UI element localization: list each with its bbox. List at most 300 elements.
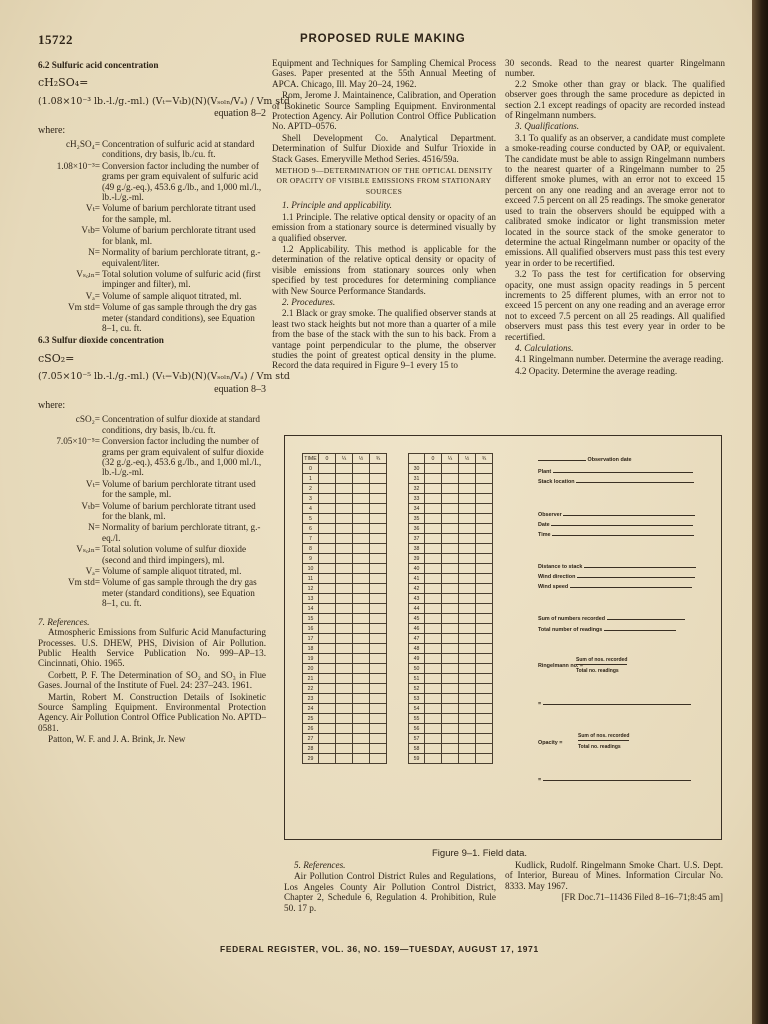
- reading-cell[interactable]: [353, 674, 370, 684]
- reading-cell[interactable]: [459, 694, 476, 704]
- reading-cell[interactable]: [370, 684, 387, 694]
- reading-cell[interactable]: [459, 534, 476, 544]
- reading-cell[interactable]: [442, 724, 459, 734]
- reading-cell[interactable]: [319, 704, 336, 714]
- reading-cell[interactable]: [425, 474, 442, 484]
- reading-cell[interactable]: [370, 574, 387, 584]
- reading-cell[interactable]: [370, 534, 387, 544]
- table-row: [409, 664, 493, 674]
- reading-cell[interactable]: [459, 594, 476, 604]
- reading-cell[interactable]: [336, 464, 353, 474]
- references-heading: 7. References.: [38, 616, 90, 627]
- reading-cell[interactable]: [319, 714, 336, 724]
- time-cell: 24: [303, 704, 319, 714]
- reading-cell[interactable]: [459, 514, 476, 524]
- reading-cell[interactable]: [319, 574, 336, 584]
- time-cell: 55: [409, 714, 425, 724]
- reading-cell[interactable]: [476, 634, 493, 644]
- reading-cell[interactable]: [336, 594, 353, 604]
- reading-cell[interactable]: [336, 484, 353, 494]
- reading-cell[interactable]: [319, 624, 336, 634]
- reading-cell[interactable]: [353, 514, 370, 524]
- column-header: [409, 454, 425, 464]
- reading-cell[interactable]: [425, 544, 442, 554]
- time-cell: 29: [303, 754, 319, 764]
- reading-cell[interactable]: [336, 514, 353, 524]
- reading-cell[interactable]: [442, 734, 459, 744]
- reading-cell[interactable]: [442, 564, 459, 574]
- time-cell: 8: [303, 544, 319, 554]
- reading-cell[interactable]: [442, 644, 459, 654]
- reading-cell[interactable]: [336, 494, 353, 504]
- reading-cell[interactable]: [319, 684, 336, 694]
- reading-cell[interactable]: [319, 674, 336, 684]
- reading-cell[interactable]: [319, 724, 336, 734]
- reading-cell[interactable]: [370, 594, 387, 604]
- reading-cell[interactable]: [370, 664, 387, 674]
- reading-cell[interactable]: [425, 664, 442, 674]
- reading-cell[interactable]: [370, 564, 387, 574]
- reading-cell[interactable]: [319, 594, 336, 604]
- reading-cell[interactable]: [442, 554, 459, 564]
- reading-cell[interactable]: [336, 554, 353, 564]
- reading-cell[interactable]: [353, 554, 370, 564]
- definition-row: [38, 566, 266, 576]
- reading-cell[interactable]: [442, 534, 459, 544]
- reading-cell[interactable]: [476, 674, 493, 684]
- table-row: [303, 664, 387, 674]
- reading-cell[interactable]: [353, 754, 370, 764]
- reading-cell[interactable]: [370, 504, 387, 514]
- reading-cell[interactable]: [370, 734, 387, 744]
- reference: Corbett, P. F. The Determination of SO₂ and SO₃ in Flue Gases. Journal of the Institute of Fuel. 24: 237–243. 1961.: [38, 669, 266, 691]
- observer-field: Observer: [538, 511, 695, 518]
- reading-cell[interactable]: [370, 634, 387, 644]
- reading-cell[interactable]: [442, 624, 459, 634]
- reading-cell[interactable]: [370, 614, 387, 624]
- reading-cell[interactable]: [476, 624, 493, 634]
- reading-cell[interactable]: [476, 464, 493, 474]
- reading-cell[interactable]: [459, 734, 476, 744]
- reading-cell[interactable]: [459, 524, 476, 534]
- reading-cell[interactable]: [476, 714, 493, 724]
- reading-cell[interactable]: [336, 634, 353, 644]
- reading-cell[interactable]: [336, 694, 353, 704]
- reading-cell[interactable]: [425, 624, 442, 634]
- reading-cell[interactable]: [319, 544, 336, 554]
- reading-cell[interactable]: [425, 754, 442, 764]
- table-row: [303, 464, 387, 474]
- reading-cell[interactable]: [459, 634, 476, 644]
- definition-row: [38, 302, 266, 333]
- reading-cell[interactable]: [459, 754, 476, 764]
- reading-cell[interactable]: [459, 664, 476, 674]
- reading-cell[interactable]: [459, 564, 476, 574]
- reading-cell[interactable]: [336, 654, 353, 664]
- reading-cell[interactable]: [459, 654, 476, 664]
- reading-cell[interactable]: [319, 524, 336, 534]
- reading-cell[interactable]: [476, 734, 493, 744]
- reading-cell[interactable]: [336, 524, 353, 534]
- reading-cell[interactable]: [370, 464, 387, 474]
- column-header: ¾: [476, 454, 493, 464]
- ringelmann-numerator: Sum of nos. recorded: [576, 657, 628, 663]
- reading-cell[interactable]: [459, 504, 476, 514]
- reading-cell[interactable]: [459, 704, 476, 714]
- reading-cell[interactable]: [425, 484, 442, 494]
- reading-cell[interactable]: [353, 704, 370, 714]
- reading-cell[interactable]: [336, 734, 353, 744]
- table-row: [409, 714, 493, 724]
- reading-cell[interactable]: [442, 664, 459, 674]
- reading-cell[interactable]: [476, 754, 493, 764]
- reading-cell[interactable]: [336, 474, 353, 484]
- reading-cell[interactable]: [425, 694, 442, 704]
- reading-cell[interactable]: [442, 594, 459, 604]
- reading-cell[interactable]: [459, 484, 476, 494]
- reading-cell[interactable]: [476, 494, 493, 504]
- reading-cell[interactable]: [425, 464, 442, 474]
- reading-cell[interactable]: [353, 494, 370, 504]
- reading-cell[interactable]: [476, 664, 493, 674]
- reading-cell[interactable]: [425, 524, 442, 534]
- reading-cell[interactable]: [353, 724, 370, 734]
- reading-cell[interactable]: [425, 604, 442, 614]
- total-readings-field: Total number of readings: [538, 626, 676, 633]
- reading-cell[interactable]: [442, 744, 459, 754]
- reading-cell[interactable]: [476, 514, 493, 524]
- reading-cell[interactable]: [370, 474, 387, 484]
- reading-cell[interactable]: [459, 554, 476, 564]
- reading-cell[interactable]: [425, 644, 442, 654]
- time-cell: 14: [303, 604, 319, 614]
- time-cell: 7: [303, 534, 319, 544]
- reading-cell[interactable]: [336, 664, 353, 674]
- reading-cell[interactable]: [319, 614, 336, 624]
- table-row: [303, 494, 387, 504]
- reading-cell[interactable]: [425, 614, 442, 624]
- reading-cell[interactable]: [370, 494, 387, 504]
- reading-cell[interactable]: [442, 474, 459, 484]
- reading-cell[interactable]: [353, 634, 370, 644]
- time-cell: 18: [303, 644, 319, 654]
- reading-cell[interactable]: [353, 564, 370, 574]
- reading-cell[interactable]: [319, 474, 336, 484]
- reading-cell[interactable]: [353, 624, 370, 634]
- reading-cell[interactable]: [425, 594, 442, 604]
- reading-cell[interactable]: [336, 684, 353, 694]
- table-row: [303, 694, 387, 704]
- reading-cell[interactable]: [370, 604, 387, 614]
- reading-cell[interactable]: [336, 534, 353, 544]
- reading-cell[interactable]: [370, 704, 387, 714]
- reading-cell[interactable]: [459, 714, 476, 724]
- reading-cell[interactable]: [442, 574, 459, 584]
- reading-cell[interactable]: [476, 644, 493, 654]
- where-label: where:: [38, 124, 66, 136]
- reading-cell[interactable]: [370, 674, 387, 684]
- reference: Atmospheric Emissions from Sulfuric Acid Manufacturing Processes. U.S. DHEW, PHS, Division of Air Pollution. Public Health Service Publication No. 999–AP–13. Cincinnati, Ohio. 1965.: [38, 627, 266, 669]
- reading-cell[interactable]: [319, 494, 336, 504]
- reading-cell[interactable]: [442, 464, 459, 474]
- reading-cell[interactable]: [319, 504, 336, 514]
- reading-cell[interactable]: [353, 574, 370, 584]
- reading-cell[interactable]: [476, 554, 493, 564]
- reading-cell[interactable]: [459, 574, 476, 584]
- reading-cell[interactable]: [442, 704, 459, 714]
- reading-cell[interactable]: [425, 704, 442, 714]
- reading-cell[interactable]: [476, 524, 493, 534]
- reading-cell[interactable]: [353, 664, 370, 674]
- reading-cell[interactable]: [353, 474, 370, 484]
- reading-cell[interactable]: [476, 484, 493, 494]
- reading-cell[interactable]: [459, 464, 476, 474]
- reading-cell[interactable]: [353, 534, 370, 544]
- reading-cell[interactable]: [336, 724, 353, 734]
- reading-cell[interactable]: [476, 574, 493, 584]
- reading-cell[interactable]: [442, 604, 459, 614]
- ringelmann-label: Ringelmann no. =: [538, 663, 584, 669]
- reading-cell[interactable]: [370, 524, 387, 534]
- reading-cell[interactable]: [370, 644, 387, 654]
- reading-cell[interactable]: [442, 754, 459, 764]
- reading-cell[interactable]: [442, 714, 459, 724]
- reading-cell[interactable]: [476, 544, 493, 554]
- reading-cell[interactable]: [353, 594, 370, 604]
- reading-cell[interactable]: [476, 704, 493, 714]
- reading-cell[interactable]: [442, 684, 459, 694]
- reading-cell[interactable]: [336, 624, 353, 634]
- reading-cell[interactable]: [319, 464, 336, 474]
- reading-cell[interactable]: [319, 534, 336, 544]
- reading-cell[interactable]: [319, 734, 336, 744]
- definition-row: [38, 414, 266, 435]
- time-cell: 5: [303, 514, 319, 524]
- reading-cell[interactable]: [442, 484, 459, 494]
- reading-cell[interactable]: [353, 694, 370, 704]
- reading-cell[interactable]: [353, 714, 370, 724]
- wind-direction-field: Wind direction: [538, 573, 695, 580]
- reading-cell[interactable]: [442, 584, 459, 594]
- figure-caption: Figure 9–1. Field data.: [432, 848, 528, 859]
- reading-cell[interactable]: [370, 744, 387, 754]
- definition-term: Vₛₒₗₙ=: [76, 544, 100, 555]
- reading-cell[interactable]: [353, 744, 370, 754]
- table-row: [303, 524, 387, 534]
- time-cell: 13: [303, 594, 319, 604]
- reading-cell[interactable]: [476, 534, 493, 544]
- reading-cell[interactable]: [336, 674, 353, 684]
- reading-cell[interactable]: [425, 574, 442, 584]
- reading-cell[interactable]: [425, 634, 442, 644]
- reading-cell[interactable]: [442, 514, 459, 524]
- reading-cell[interactable]: [336, 714, 353, 724]
- reading-cell[interactable]: [476, 584, 493, 594]
- reading-cell[interactable]: [425, 564, 442, 574]
- reading-cell[interactable]: [370, 514, 387, 524]
- reading-cell[interactable]: [319, 564, 336, 574]
- definition-term: 1.08×10⁻³=: [56, 160, 100, 171]
- reading-cell[interactable]: [442, 524, 459, 534]
- reading-cell[interactable]: [425, 504, 442, 514]
- reading-cell[interactable]: [459, 684, 476, 694]
- reading-cell[interactable]: [425, 674, 442, 684]
- reading-cell[interactable]: [442, 544, 459, 554]
- reading-cell[interactable]: [353, 604, 370, 614]
- reading-cell[interactable]: [353, 684, 370, 694]
- table-row: [409, 684, 493, 694]
- reading-cell[interactable]: [319, 514, 336, 524]
- reading-cell[interactable]: [319, 634, 336, 644]
- section-6-3-heading: 6.3 Sulfur dioxide concentration: [38, 335, 164, 346]
- reading-cell[interactable]: [319, 554, 336, 564]
- reading-cell[interactable]: [370, 584, 387, 594]
- table-row: [409, 644, 493, 654]
- reading-cell[interactable]: [476, 604, 493, 614]
- reading-cell[interactable]: [442, 494, 459, 504]
- reading-cell[interactable]: [476, 724, 493, 734]
- reading-cell[interactable]: [476, 614, 493, 624]
- reading-cell[interactable]: [353, 644, 370, 654]
- reading-cell[interactable]: [425, 494, 442, 504]
- reading-cell[interactable]: [319, 604, 336, 614]
- reading-cell[interactable]: [370, 714, 387, 724]
- definition-text: Volume of barium perchlorate titrant used for the sample, ml.: [102, 478, 256, 500]
- reading-cell[interactable]: [336, 614, 353, 624]
- reading-cell[interactable]: [370, 554, 387, 564]
- reading-cell[interactable]: [476, 654, 493, 664]
- reading-cell[interactable]: [336, 504, 353, 514]
- time-cell: 19: [303, 654, 319, 664]
- table-row: [409, 584, 493, 594]
- reading-cell[interactable]: [476, 744, 493, 754]
- reading-cell[interactable]: [425, 684, 442, 694]
- definition-term: cSO₂=: [75, 414, 100, 425]
- reading-cell[interactable]: [353, 544, 370, 554]
- reading-cell[interactable]: [370, 654, 387, 664]
- reading-cell[interactable]: [336, 744, 353, 754]
- time-cell: 33: [409, 494, 425, 504]
- definition-row: [38, 203, 266, 224]
- table-row: [409, 634, 493, 644]
- reading-cell[interactable]: [336, 644, 353, 654]
- reading-cell[interactable]: [336, 704, 353, 714]
- reading-cell[interactable]: [370, 624, 387, 634]
- table-row: [409, 674, 493, 684]
- reading-cell[interactable]: [476, 684, 493, 694]
- reading-cell[interactable]: [319, 644, 336, 654]
- reading-cell[interactable]: [319, 694, 336, 704]
- reading-cell[interactable]: [353, 484, 370, 494]
- reading-cell[interactable]: [370, 724, 387, 734]
- reading-cell[interactable]: [425, 554, 442, 564]
- reading-cell[interactable]: [459, 604, 476, 614]
- time-cell: 22: [303, 684, 319, 694]
- reading-cell[interactable]: [370, 754, 387, 764]
- reading-cell[interactable]: [459, 584, 476, 594]
- reading-cell[interactable]: [442, 694, 459, 704]
- reading-cell[interactable]: [319, 484, 336, 494]
- sum-numbers-field: Sum of numbers recorded: [538, 615, 685, 622]
- time-cell: 2: [303, 484, 319, 494]
- reading-cell[interactable]: [459, 474, 476, 484]
- reading-cell[interactable]: [370, 694, 387, 704]
- reading-cell[interactable]: [370, 544, 387, 554]
- reading-cell[interactable]: [459, 544, 476, 554]
- reading-cell[interactable]: [353, 584, 370, 594]
- definition-text: Conversion factor including the number of grams per gram equivalent of sulfur dioxide (32 g./g.-eq.), 453.6 g./lb., and 1,000 ml./l., lb.-l./g.-ml.: [102, 436, 264, 478]
- reading-cell[interactable]: [353, 734, 370, 744]
- reading-cell[interactable]: [336, 604, 353, 614]
- reading-cell[interactable]: [425, 714, 442, 724]
- reading-cell[interactable]: [459, 614, 476, 624]
- reading-cell[interactable]: [425, 514, 442, 524]
- reading-cell[interactable]: [459, 674, 476, 684]
- table-row: [303, 704, 387, 714]
- reading-cell[interactable]: [442, 614, 459, 624]
- definition-row: [38, 225, 266, 246]
- reading-cell[interactable]: [476, 694, 493, 704]
- reading-cell[interactable]: [459, 624, 476, 634]
- reading-cell[interactable]: [442, 504, 459, 514]
- reading-cell[interactable]: [319, 744, 336, 754]
- reading-cell[interactable]: [442, 634, 459, 644]
- reading-cell[interactable]: [336, 584, 353, 594]
- reading-cell[interactable]: [319, 654, 336, 664]
- definition-text: Volume of sample aliquot titrated, ml.: [102, 566, 242, 577]
- fr-doc-line: [FR Doc.71–11436 Filed 8–16–71;8:45 am]: [561, 892, 723, 903]
- reading-cell[interactable]: [370, 484, 387, 494]
- definition-term: Vₛₒₗₙ=: [76, 268, 100, 279]
- reading-cell[interactable]: [442, 674, 459, 684]
- reading-cell[interactable]: [459, 494, 476, 504]
- reading-cell[interactable]: [353, 614, 370, 624]
- reading-cell[interactable]: [336, 754, 353, 764]
- reading-cell[interactable]: [476, 564, 493, 574]
- reading-cell[interactable]: [425, 744, 442, 754]
- reading-cell[interactable]: [336, 574, 353, 584]
- reading-cell[interactable]: [319, 584, 336, 594]
- reading-cell[interactable]: [425, 584, 442, 594]
- paragraph-2-1: 2.1 Black or gray smoke. The qualified observer stands at least two stack heights but not more than a quarter of a mile from the base of the stack with the sun to his back. From a vantage point perpendicular to the plume, the observer studies the point of greatest optical density in the plume. Record the data required in Figure 9–1 every 15 to: [272, 308, 496, 371]
- reading-cell[interactable]: [353, 654, 370, 664]
- reading-cell[interactable]: [459, 744, 476, 754]
- reading-cell[interactable]: [425, 654, 442, 664]
- reading-cell[interactable]: [336, 564, 353, 574]
- table-row: [409, 484, 493, 494]
- paragraph: Equipment and Techniques for Sampling Chemical Process Gases. Paper presented at the 55th Annual Meeting of APCA. Chicago, Ill. May 20–24, 1962.: [272, 58, 496, 89]
- reading-cell[interactable]: [476, 474, 493, 484]
- reading-cell[interactable]: [319, 754, 336, 764]
- reading-cell[interactable]: [353, 524, 370, 534]
- reading-cell[interactable]: [442, 654, 459, 664]
- reading-cell[interactable]: [425, 724, 442, 734]
- reading-cell[interactable]: [353, 464, 370, 474]
- reading-cell[interactable]: [336, 544, 353, 554]
- reading-cell[interactable]: [476, 504, 493, 514]
- definition-term: Vm std=: [68, 302, 100, 313]
- reading-cell[interactable]: [425, 534, 442, 544]
- reading-cell[interactable]: [459, 644, 476, 654]
- reading-cell[interactable]: [459, 724, 476, 734]
- reading-cell[interactable]: [425, 734, 442, 744]
- section-6-2-heading: 6.2 Sulfuric acid concentration: [38, 60, 159, 70]
- paragraph-3-1: 3.1 To qualify as an observer, a candidate must complete a smoke-reading course conducted by OAP, or equivalent. The candidate must be able to assign Ringelmann numbers to the nearest quarter of a Ringelmann number to 25 different smoke plumes, with an error not to exceed 15 percent on any one reading and an average error not to exceed 7.5 percent on all 25 readings. The smoke generator used to train the observers should be equipped with a calibrated smoke indicator or light transmission meter located in the source stack of the smoke generator to determine the actual Ringelmann number or opacity of the emissions. All qualified observers must pass this test every year in order to be recertified.: [505, 132, 725, 268]
- reading-cell[interactable]: [476, 594, 493, 604]
- reading-cell[interactable]: [353, 504, 370, 514]
- reading-cell[interactable]: [319, 664, 336, 674]
- column-header: TIME: [304, 455, 317, 462]
